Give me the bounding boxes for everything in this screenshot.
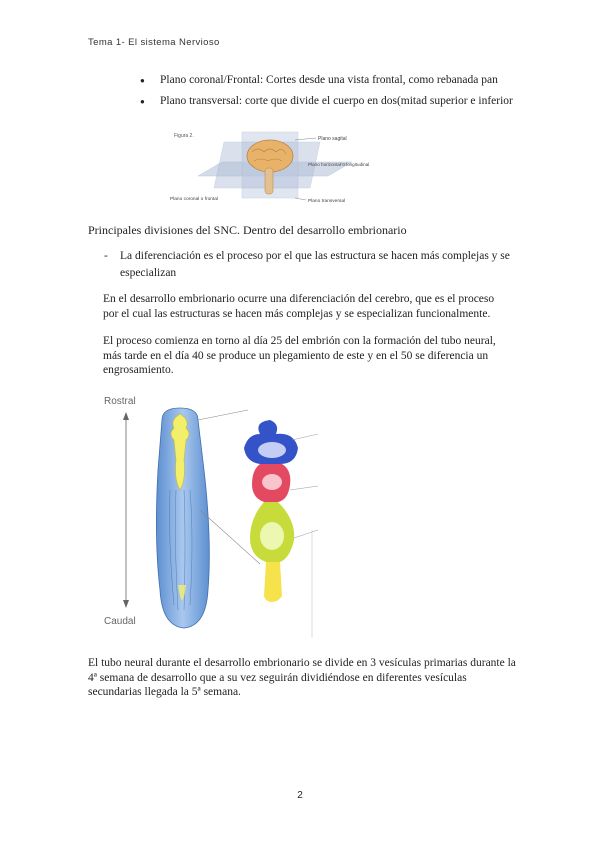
paragraph-differentiation: En el desarrollo embrionario ocurre una diferenciación del cerebro, que es el proceso por el cual las estructuras se hacen más complejas y se especializan funcionalmente.	[103, 293, 495, 320]
spinal-cord	[264, 562, 282, 602]
page-header: Tema 1- El sistema Nervioso	[88, 37, 220, 48]
label-caudal: Caudal	[104, 616, 136, 627]
page-number: 2	[297, 790, 303, 801]
label-coronal: Plano coronal o frontal	[170, 197, 218, 202]
brain-shape	[247, 140, 293, 172]
label-horizontal: Plano horizontal o longitudinal	[308, 162, 370, 167]
bullet-item: ● Plano coronal/Frontal: Cortes desde una vista frontal, como rebanada pan	[140, 72, 540, 89]
dash-marker: -	[104, 250, 108, 262]
label-rostral: Rostral	[104, 396, 136, 407]
paragraph-process: El proceso comienza en torno al día 25 del embrión con la formación del tubo neural, más tarde en el día 40 se produce un plegamiento de este y en el 50 se diferencia un engrosamiento.	[103, 335, 496, 376]
figure-caption: Figura 2.	[174, 133, 194, 139]
brainstem-shape	[265, 168, 273, 194]
anatomical-planes-figure	[170, 128, 370, 206]
paragraph-vesicles: El tubo neural durante el desarrollo embrionario se divide en 3 vesículas primarias durante la 4ª semana de desarrollo que a su vez seguirán dividiéndose en diferentes vesículas secundarias llegada la 5ª semana.	[88, 657, 516, 698]
neural-tube-figure	[100, 390, 318, 638]
dash-list-item	[104, 248, 544, 282]
section-title: Principales divisiones del SNC. Dentro del desarrollo embrionario	[88, 223, 407, 237]
label-transversal: Plano transversal	[308, 199, 346, 204]
dash-item-text: La diferenciación es el proceso por el que las estructura se hacen más complejas y se especializan	[120, 250, 510, 279]
bullet-item: ● Plano transversal: corte que divide el cuerpo en dos(mitad superior e inferior	[140, 93, 540, 110]
bullet-list	[140, 72, 540, 114]
label-sagittal: Plano sagital	[318, 136, 347, 142]
